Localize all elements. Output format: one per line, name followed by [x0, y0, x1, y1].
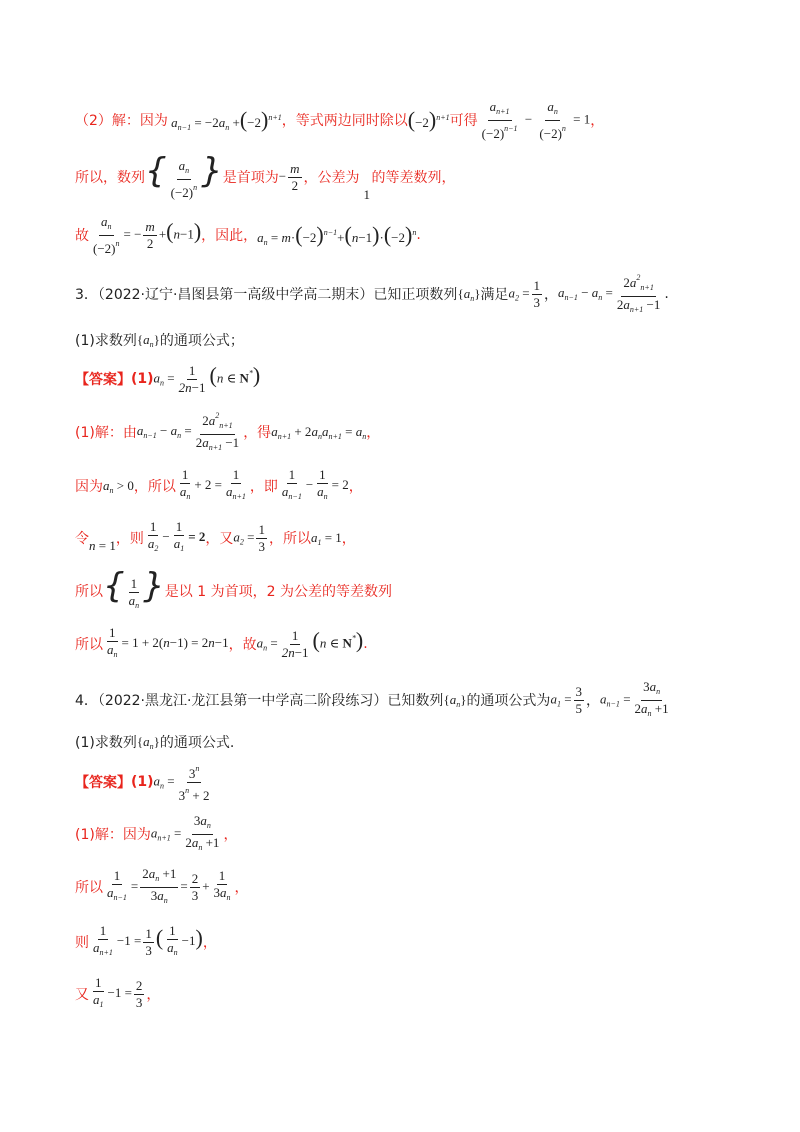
- q3-s3-d: ，所以: [268, 531, 311, 547]
- formula-q4-s1: $a_{n+1}$ = $\frac{3a_n}{2a_n +1}$: [150, 812, 220, 852]
- formula-q3-answer: $a_n$ = $\frac{1}{2n-1}$ (n ∈ N*): [153, 361, 261, 395]
- q3-s3-e: ，: [341, 531, 356, 547]
- q3-step-5: [75, 622, 368, 666]
- question-3-title: [75, 272, 669, 316]
- formula-q3-a1-val: $a_1 = 1$: [310, 529, 342, 547]
- formula-q3-a2: $a_2$ = $\frac{1}{3}$: [508, 277, 541, 310]
- q3-s5-c: .: [363, 636, 368, 652]
- q4-s1-b: ，: [223, 827, 238, 843]
- formula-q3-recip: $\frac{1}{a_n}$ + 2 = $\frac{1}{a_{n+1}}$: [179, 467, 246, 501]
- text-therefore: 故: [75, 228, 89, 244]
- q4-step-1: [75, 812, 237, 856]
- q4-s2-a: 所以: [75, 880, 103, 896]
- q3-s2-a: 因为: [75, 479, 103, 495]
- formula-divided: $\frac{a_{n+1}}{(-2)^{n-1}}$ − $\frac{a_n}{(-2)^n}$ = 1: [481, 98, 591, 141]
- q3-s1-b: ，得: [243, 425, 272, 441]
- formula-q3-sub-seq: $\{a_n\}$: [136, 331, 160, 349]
- formula-q4-a1: $a_1$ = $\frac{3}{5}$: [550, 683, 583, 716]
- text-hence: ，因此，: [201, 228, 258, 244]
- q3-sub-a: (1)求数列: [75, 333, 137, 349]
- answer-num: (1): [131, 371, 154, 387]
- solution-2-line-3: [75, 212, 421, 258]
- q3-step-1: [75, 408, 380, 456]
- q4-s2-b: ，: [234, 880, 249, 896]
- text-period: .: [416, 227, 421, 243]
- q3-s4-b: 是以 1 为首项，2 为公差的等差数列: [164, 584, 392, 600]
- q4-s1-a: (1)解：因为: [75, 827, 151, 843]
- formula-q4-s2: $\frac{1}{a_{n-1}}$ = $\frac{2a_n +1}{3a_n}$ = $\frac{2}{3}$ + $\frac{1}{3a_n}$: [107, 865, 231, 905]
- q4-s3-a: 则: [75, 935, 89, 951]
- formula-q3-final: $a_n$ = $\frac{1}{2n-1}$ (n ∈ N*): [256, 626, 364, 660]
- answer-tag: 【答案】: [75, 372, 131, 388]
- q3-s2-c: ，即: [249, 479, 278, 495]
- question-4-title: [75, 678, 673, 722]
- formula-an-result: $a_n = m\cdot(-2)^{n-1}+(n-1)\cdot(-2)^n$: [257, 221, 417, 247]
- formula-q3-s1-rec: $a_{n-1} - a_n$ = $\frac{2a^2_{n+1}}{2a_{n+1} -1}$: [136, 411, 240, 452]
- formula-q4-sub-seq: $\{a_n\}$: [136, 733, 160, 751]
- formula-q3-s1-res: $a_{n+1} + 2a_na_{n+1} = a_n$: [271, 423, 367, 441]
- text-common-diff: ，公差为: [303, 170, 360, 186]
- answer-4: [75, 762, 213, 802]
- q4-s4-a: 又: [75, 987, 89, 1003]
- q4-sub-b: 的通项公式.: [159, 735, 235, 751]
- q3-s3-c: ，又: [205, 531, 234, 547]
- q4-s4-b: ，: [146, 987, 161, 1003]
- q3-sep: ，: [544, 287, 559, 303]
- q4-step-2: [75, 864, 249, 910]
- q4-step-4: [75, 972, 160, 1016]
- solution-2-get: 可得: [449, 113, 478, 129]
- formula-divisor: $(-2)^{n+1}$: [407, 107, 450, 132]
- solution-2-lead: （2）解：因为: [75, 113, 168, 129]
- q3-s3-a: 令: [75, 531, 89, 547]
- q3-s2-d: ，: [348, 479, 363, 495]
- q3-s5-b: ，故: [228, 637, 257, 653]
- text-first-term: 是首项为: [222, 170, 279, 186]
- solution-2-end: ，: [590, 113, 605, 129]
- question-3-sub-1: [75, 326, 244, 354]
- q4-sep: ，: [586, 693, 601, 709]
- q3-s2-b: ，所以: [133, 479, 176, 495]
- formula-q4-s3: $\frac{1}{a_{n+1}}$ −1 = $\frac{1}{3}$ ( $\frac{1}{a_n}$ −1): [93, 923, 203, 958]
- formula-q3-a2-val: $a_2$ = $\frac{1}{3}$: [233, 521, 265, 554]
- q3-end: .: [664, 286, 669, 302]
- q3-step-4: [75, 568, 392, 614]
- q3-s3-b: ，则: [115, 531, 144, 547]
- solution-2-mid: ，等式两边同时除以: [281, 113, 408, 129]
- formula-q3-pos: $a_n > 0$: [103, 477, 134, 495]
- q3-cond: 满足: [480, 287, 509, 303]
- q4-title-text: 4．（2022·黑龙江·龙江县第一中学高二阶段练习）已知数列: [75, 693, 444, 709]
- formula-q3-recip-seq: { $\frac{1}{a_n}$ }: [103, 566, 165, 610]
- q3-step-2: [75, 464, 363, 508]
- q4-sub-a: (1)求数列: [75, 735, 137, 751]
- formula-general-ratio: $\frac{a_n}{(-2)^n}$ = − $\frac{m}{2}$ +(n−1): [93, 213, 202, 256]
- formula-q3-sum: $\frac{1}{a_n}$ = 1 + 2(n−1) = 2n−1: [107, 625, 229, 659]
- formula-recurrence: $a_{n-1} = -2a_n +(-2)^{n+1}$: [167, 106, 282, 132]
- q3-step-3: [75, 516, 356, 560]
- formula-q4-answer: $a_n$ = $\frac{3^n}{3^n + 2}$: [153, 763, 210, 803]
- q4-s3-b: ，: [202, 935, 217, 951]
- formula-q3-diff: $\frac{1}{a_{n-1}}$ − $\frac{1}{a_n}$ = 2: [281, 467, 349, 501]
- formula-sequence-set: { $\frac{a_n}{(-2)^n}$ }: [145, 151, 223, 200]
- q3-title-text: 3．（2022·辽宁·昌图县第一高级中学高二期末）已知正项数列: [75, 287, 458, 303]
- solution-2-line-1: [75, 98, 604, 142]
- formula-q3-seq: $\{a_n\}$: [457, 285, 481, 303]
- q3-sub-b: 的通项公式；: [159, 333, 244, 349]
- formula-q3-rec: $a_{n-1} - a_n$ = $\frac{2a^2_{n+1}}{2a_{n+1} -1}$: [558, 273, 661, 314]
- q3-s5-a: 所以: [75, 637, 103, 653]
- q4-b: 的通项公式为: [466, 693, 551, 709]
- formula-first-term: − $\frac{m}{2}$: [278, 160, 300, 193]
- q3-s4-a: 所以: [75, 584, 103, 600]
- answer-tag-4: 【答案】: [75, 775, 131, 791]
- q3-s1-a: (1)解：由: [75, 425, 137, 441]
- answer-3: [75, 360, 260, 398]
- formula-q4-seq: $\{a_n\}$: [443, 691, 467, 709]
- question-4-sub-1: [75, 728, 234, 756]
- q3-s1-c: ，: [366, 425, 381, 441]
- answer-num-4: (1): [131, 774, 154, 790]
- formula-q4-rec: $a_{n-1}$ = $\frac{3a_n}{2a_n +1}$: [600, 678, 669, 718]
- formula-q3-n1: n = 1: [89, 538, 116, 553]
- text-arith-seq: 的等差数列，: [371, 170, 456, 186]
- formula-q4-s4: $\frac{1}{a_1}$ −1 = $\frac{2}{3}$: [93, 975, 143, 1010]
- text-so-sequence: 所以，数列: [75, 170, 145, 186]
- formula-q3-a1a2: $\frac{1}{a_2}$ − $\frac{1}{a_1}$ = 2: [147, 519, 206, 553]
- solution-2-line-2: 所以，数列 { $\frac{a_n}{(-2)^n}$ } 是首项为 − $\frac{m}{2}$ ，公差为 1 的等差数列，: [75, 151, 456, 202]
- q4-step-3: [75, 918, 217, 966]
